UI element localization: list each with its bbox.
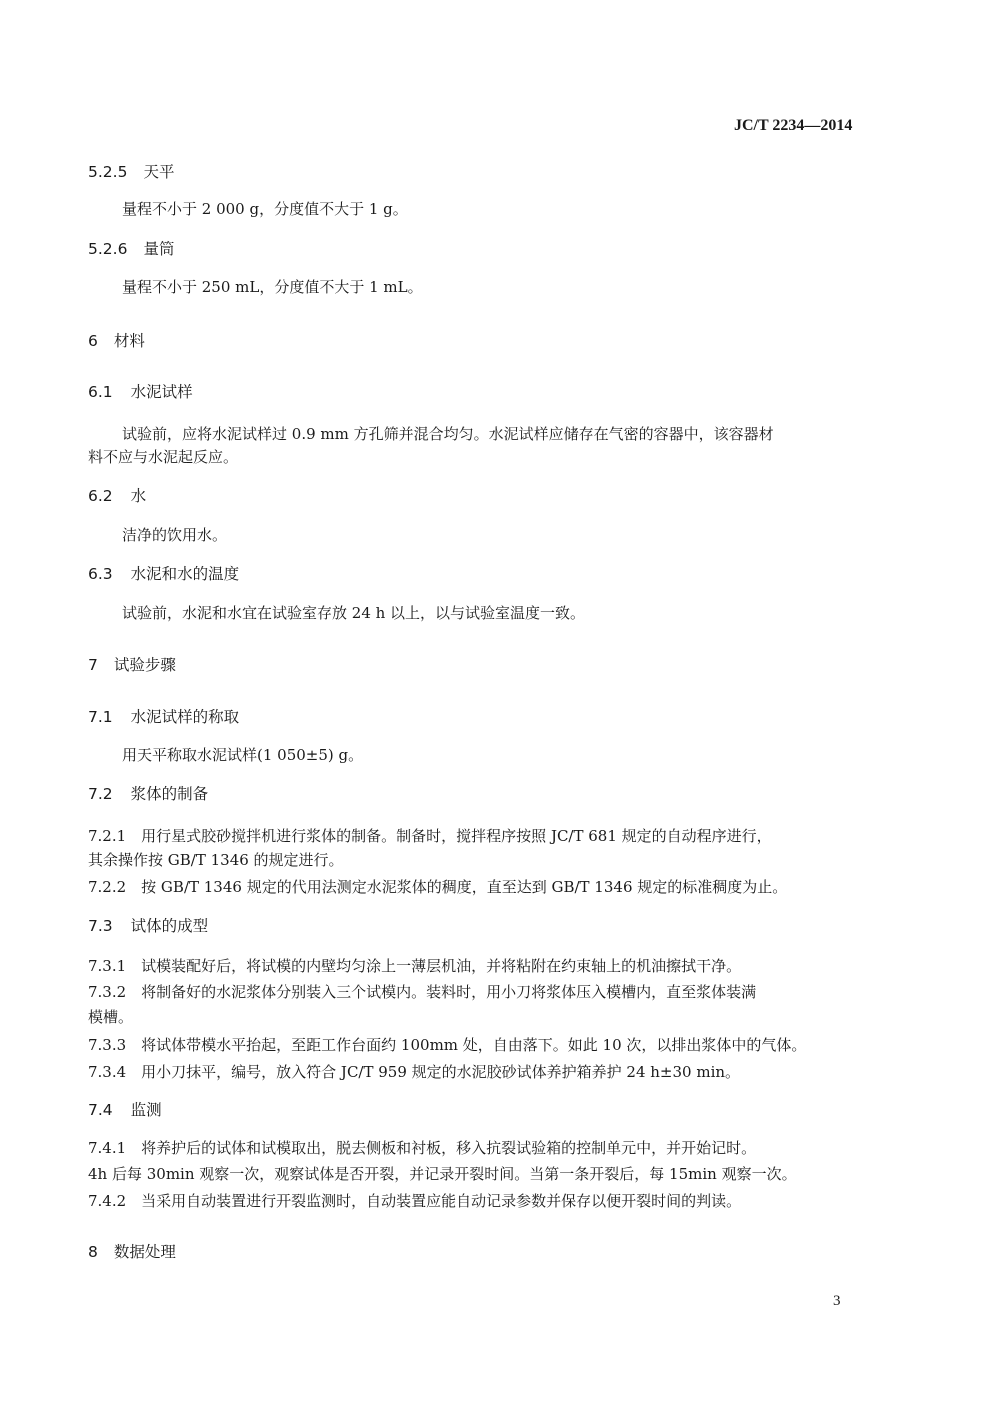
paragraph-5-2-6: 量程不小于 250 mL，分度值不大于 1 mL。 <box>122 278 423 296</box>
standard-code: JC/T 2234—2014 <box>734 117 853 134</box>
section-number: 6.1 <box>88 383 113 401</box>
section-number: 7.1 <box>88 708 113 726</box>
heading-5-2-6 <box>88 237 174 259</box>
section-number: 6.3 <box>88 565 113 583</box>
section-title: 量筒 <box>143 240 175 258</box>
section-title: 浆体的制备 <box>130 785 209 803</box>
clause-7-3-4: 7.3.4 用小刀抹平，编号，放入符合 JC/T 959 规定的水泥胶砂试体养护箱养护 24 h±30 min。 <box>88 1063 741 1081</box>
section-title: 水泥试样的称取 <box>130 708 240 726</box>
section-number: 7.3 <box>88 917 113 935</box>
heading-7-1 <box>88 705 239 727</box>
heading-7-2 <box>88 782 208 804</box>
section-number: 6.2 <box>88 487 113 505</box>
section-title: 水泥试样 <box>130 383 193 401</box>
heading-6-1 <box>88 380 193 402</box>
section-title: 监测 <box>130 1101 162 1119</box>
heading-8 <box>88 1240 176 1262</box>
heading-7-4 <box>88 1098 162 1120</box>
section-number: 8 <box>88 1243 98 1261</box>
section-title: 材料 <box>113 332 145 350</box>
section-number: 7.2 <box>88 785 113 803</box>
section-title: 数据处理 <box>113 1243 176 1261</box>
clause-7-2-1-line1: 7.2.1 用行星式胶砂搅拌机进行浆体的制备。制备时，搅拌程序按照 JC/T 681 规定的自动程序进行， <box>88 827 772 845</box>
clause-7-4-2: 7.4.2 当采用自动装置进行开裂监测时，自动装置应能自动记录参数并保存以便开裂时间的判读。 <box>88 1192 742 1210</box>
page-number: 3 <box>833 1293 841 1309</box>
section-title: 水 <box>130 487 147 505</box>
heading-7-3 <box>88 914 208 936</box>
section-number: 5.2.6 <box>88 240 128 258</box>
section-number: 7.4 <box>88 1101 113 1119</box>
heading-5-2-5 <box>88 160 174 182</box>
clause-7-2-1-line2: 其余操作按 GB/T 1346 的规定进行。 <box>88 851 344 869</box>
clause-7-4-1-line2: 4h 后每 30min 观察一次，观察试体是否开裂，并记录开裂时间。当第一条开裂后，每 15min 观察一次。 <box>88 1165 797 1183</box>
section-title: 试验步骤 <box>113 656 176 674</box>
section-title: 试体的成型 <box>130 917 209 935</box>
clause-7-4-1-line1: 7.4.1 将养护后的试体和试模取出，脱去侧板和衬板，移入抗裂试验箱的控制单元中，并开始记时。 <box>88 1139 757 1157</box>
section-title: 水泥和水的温度 <box>130 565 240 583</box>
heading-7 <box>88 653 176 675</box>
clause-7-2-2: 7.2.2 按 GB/T 1346 规定的代用法测定水泥浆体的稠度，直至达到 GB/T 1346 规定的标准稠度为止。 <box>88 878 788 896</box>
paragraph-6-2: 洁净的饮用水。 <box>122 526 228 544</box>
paragraph-5-2-5: 量程不小于 2 000 g，分度值不大于 1 g。 <box>122 200 408 218</box>
section-number: 5.2.5 <box>88 163 128 181</box>
clause-7-3-1: 7.3.1 试模装配好后，将试模的内壁均匀涂上一薄层机油，并将粘附在约束轴上的机油擦拭干净。 <box>88 957 742 975</box>
heading-6-3 <box>88 562 239 584</box>
clause-7-3-2-line2: 模槽。 <box>88 1008 134 1026</box>
paragraph-6-3: 试验前，水泥和水宜在试验室存放 24 h 以上，以与试验室温度一致。 <box>122 604 586 622</box>
paragraph-7-1: 用天平称取水泥试样(1 050±5) g。 <box>122 746 364 764</box>
heading-6-2 <box>88 484 146 506</box>
section-number: 7 <box>88 656 98 674</box>
heading-6 <box>88 329 145 351</box>
clause-7-3-2-line1: 7.3.2 将制备好的水泥浆体分别装入三个试模内。装料时，用小刀将浆体压入模槽内，直至浆体装满 <box>88 983 757 1001</box>
paragraph-6-1-line1: 试验前，应将水泥试样过 0.9 mm 方孔筛并混合均匀。水泥试样应储存在气密的容器中，该容器材 <box>122 425 774 443</box>
section-number: 6 <box>88 332 98 350</box>
section-title: 天平 <box>143 163 175 181</box>
clause-7-3-3: 7.3.3 将试体带模水平抬起，至距工作台面约 100mm 处，自由落下。如此 10 次，以排出浆体中的气体。 <box>88 1036 807 1054</box>
paragraph-6-1-line2: 料不应与水泥起反应。 <box>88 448 239 466</box>
